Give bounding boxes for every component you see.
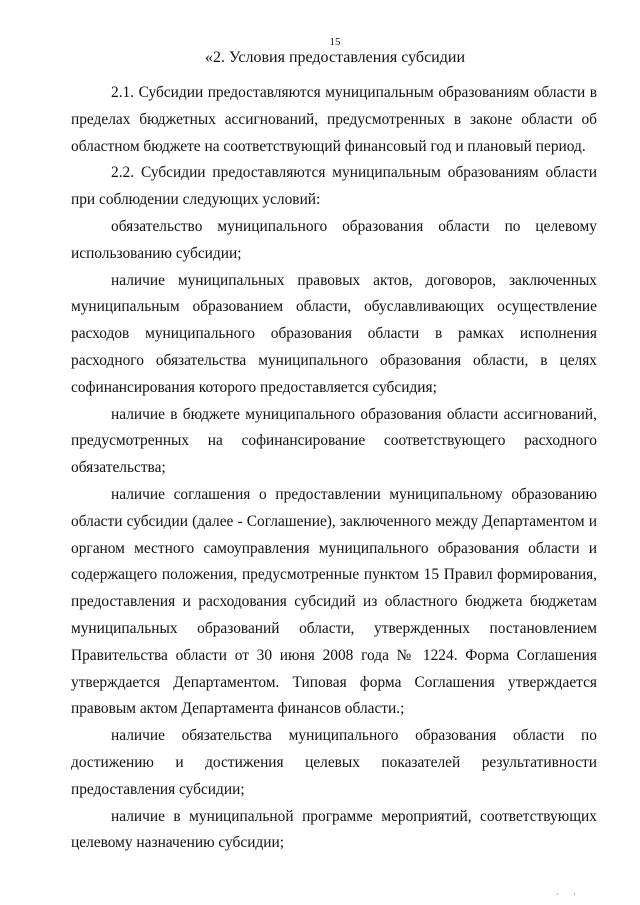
condition-budget-allocations: наличие в бюджете муниципального образования области ассигнований, предусмотренных на софинансирование соответствующего расходного обязательства;	[71, 405, 597, 477]
page-number: 15	[329, 36, 341, 48]
condition-municipal-program: наличие в муниципальной программе мероприятий, соответствующих целевому назначению субсидии;	[71, 807, 597, 852]
paragraph-2-1: 2.1. Субсидии предоставляются муниципальным образованиям области в пределах бюджетных ассигнований, предусмотренных в законе области об областном бюджете на соответствующий финансовый год и плановый период.	[71, 84, 597, 155]
paragraph-2-2: 2.2. Субсидии предоставляются муниципальным образованиям области при соблюдении следующих условий:	[71, 164, 597, 209]
corner-marks: · ·	[555, 889, 582, 899]
condition-target-use: обязательство муниципального образования области по целевому использованию субсидии;	[71, 217, 597, 262]
condition-agreement: наличие соглашения о предоставлении муниципальному образованию области субсидии (далее - Соглашение), заключенного между Департаментом и органом местного самоуправления муниципального образования области и содержащего положения, предусмотренные пунктом 15 Правил формирования, предоставления и расходования субсидий из областного бюджета бюджетам муниципальных образований области, утвержденных постановлением Правительства области от 30 июня 2008 года № 1224. Форма Соглашения утверждается Департаментом. Типовая форма Соглашения утверждается правовым актом Департамента финансов области.;	[71, 485, 597, 718]
section-title: «2. Условия предоставления субсидии	[204, 49, 465, 66]
document-body	[71, 80, 597, 857]
condition-performance-targets: наличие обязательства муниципального образования области по достижению и достижения целевых показателей результативности предоставления субсидии;	[71, 727, 597, 798]
condition-legal-acts: наличие муниципальных правовых актов, договоров, заключенных муниципальным образованием области, обуславливающих осуществление расходов муниципального образования области в рамках исполнения расходного обязательства муниципального образования области, в целях софинансирования которого предоставляется субсидия;	[71, 271, 597, 396]
